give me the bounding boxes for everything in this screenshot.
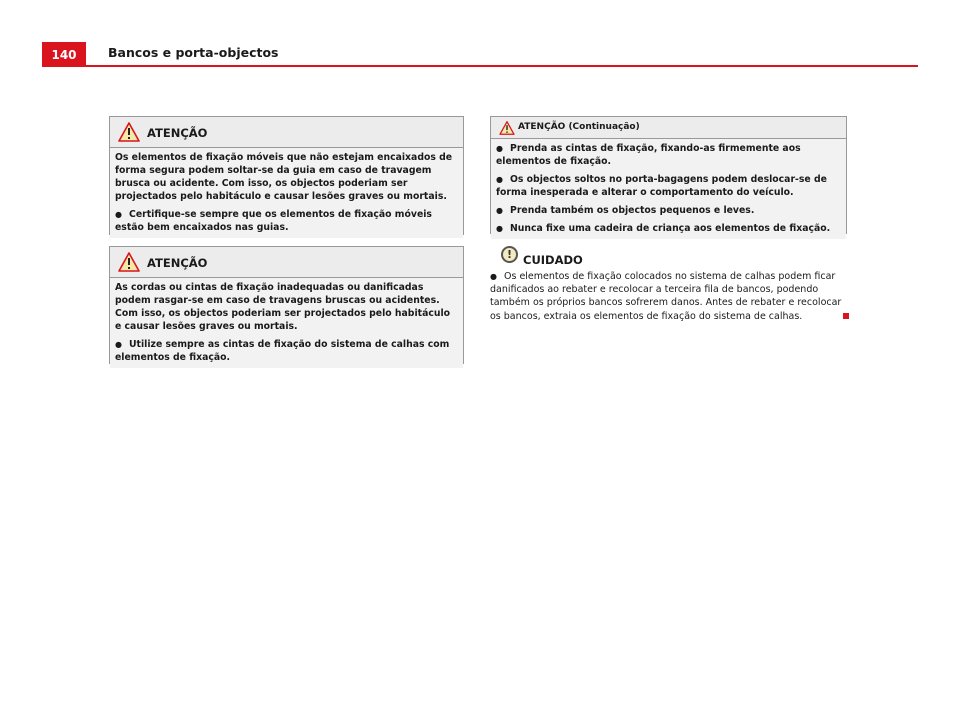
warning-bullet: ● Utilize sempre as cintas de fixação do sistema de calhas com elementos de fixação. — [115, 338, 450, 363]
page-number: 140 — [42, 42, 86, 67]
bullet-icon: ● — [496, 174, 503, 184]
bullet-icon: ● — [496, 205, 503, 215]
caution-circle-icon: ! — [501, 246, 518, 263]
caution-title: CUIDADO — [523, 253, 583, 267]
header-rule — [86, 65, 918, 67]
caution-body — [490, 270, 842, 323]
warning-bullet: ● Os objectos soltos no porta-bagagens podem deslocar-se de forma inesperada e alterar o comportamento do veículo. — [496, 173, 827, 198]
warning-body — [110, 278, 463, 368]
warning-box-continuation — [490, 116, 847, 234]
warning-bullet: ● Certifique-se sempre que os elementos de fixação móveis estão bem encaixados nas guias. — [115, 208, 432, 233]
warning-header — [110, 117, 463, 148]
page-header — [42, 42, 918, 67]
warning-triangle-icon — [118, 252, 140, 272]
warning-title: ATENÇÃO (Continuação) — [518, 122, 640, 132]
warning-bullet: ● Prenda também os objectos pequenos e leves. — [496, 204, 755, 216]
warning-box — [109, 116, 464, 235]
end-of-section-mark — [843, 313, 849, 319]
warning-title: ATENÇÃO — [147, 256, 208, 270]
caution-note — [490, 246, 842, 323]
warning-title: ATENÇÃO — [147, 126, 208, 140]
warning-triangle-icon — [118, 122, 140, 142]
warning-body — [491, 139, 846, 239]
warning-paragraph: As cordas ou cintas de fixação inadequadas ou danificadas podem rasgar-se em caso de travagens bruscas ou acidentes. Com isso, os objectos poderiam ser projectados pelo habitáculo e causar lesões graves ou mortais. — [115, 282, 451, 332]
bullet-icon: ● — [490, 272, 497, 281]
warning-header — [491, 117, 846, 139]
bullet-icon: ● — [496, 144, 503, 153]
bullet-icon: ● — [496, 223, 503, 233]
bullet-icon: ● — [115, 209, 122, 219]
caution-header — [490, 246, 842, 268]
page-title: Bancos e porta-objectos — [108, 45, 279, 60]
warning-body — [110, 148, 463, 238]
caution-text: Os elementos de fixação colocados no sistema de calhas podem ficar danificados ao rebater e recolocar a terceira fila de bancos, podendo também os próprios bancos sofrerem danos. Antes de rebater e recolocar os bancos, extraia os elementos de fixação do sistema de calhas. — [490, 271, 842, 322]
warning-bullet: ● Prenda as cintas de fixação, fixando-as firmemente aos elementos de fixação. — [496, 143, 801, 167]
warning-triangle-icon — [499, 121, 515, 135]
warning-paragraph: Os elementos de fixação móveis que não estejam encaixados de forma segura podem soltar-se da guia em caso de travagem brusca ou acidente. Com isso, os objectos poderiam ser projectados pelo habitáculo e causar lesões graves ou mortais. — [115, 152, 453, 202]
warning-header — [110, 247, 463, 278]
warning-box — [109, 246, 464, 364]
warning-bullet: ● Nunca fixe uma cadeira de criança aos elementos de fixação. — [496, 222, 831, 234]
bullet-icon: ● — [115, 339, 122, 349]
